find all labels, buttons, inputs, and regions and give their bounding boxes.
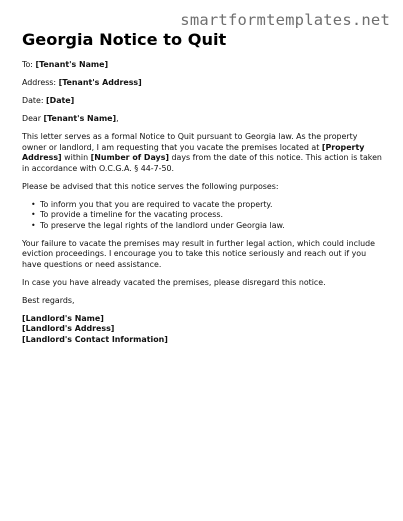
list-item: • To inform you that you are required to vacate the property. [31, 200, 384, 211]
signature-block [22, 314, 384, 346]
purposes-intro: Please be advised that this notice serves the following purposes: [22, 181, 279, 191]
salutation-prefix: Dear [22, 114, 42, 124]
number-of-days-placeholder: [Number of Days] [90, 153, 169, 163]
property-address-placeholder: [Property Address] [22, 142, 365, 163]
salutation-suffix: , [116, 114, 119, 124]
date-label: Date: [22, 96, 44, 106]
letter-body [22, 30, 384, 345]
landlord-contact-placeholder: [Landlord's Contact Information] [22, 334, 168, 344]
intro-paragraph [22, 132, 384, 174]
salutation [22, 114, 384, 125]
tenant-address-placeholder: [Tenant's Address] [58, 78, 142, 88]
disregard-paragraph: In case you have already vacated the premises, please disregard this notice. [22, 277, 326, 287]
to-line [22, 60, 384, 71]
address-label: Address: [22, 78, 57, 88]
date-line [22, 96, 384, 107]
address-line [22, 78, 384, 89]
list-item: • To provide a timeline for the vacating process. [31, 210, 384, 221]
list-item: • To preserve the legal rights of the landlord under Georgia law. [31, 221, 384, 232]
salutation-name: [Tenant's Name] [43, 114, 117, 124]
purposes-list [22, 200, 384, 232]
date-placeholder: [Date] [46, 96, 75, 106]
landlord-address-placeholder: [Landlord's Address] [22, 324, 115, 334]
intro-part-3: days from the date of this notice. This action is taken in accordance with O.C.G.A. § 44-7-50. [22, 153, 382, 173]
tenant-name-placeholder: [Tenant's Name] [35, 60, 109, 70]
landlord-name-placeholder: [Landlord's Name] [22, 313, 104, 323]
watermark-text: smartformtemplates.net [180, 11, 390, 29]
consequences-paragraph: Your failure to vacate the premises may result in further legal action, which could include eviction proceedings. I encourage you to take this notice seriously and reach out if you have questions or need assistance. [22, 238, 376, 269]
closing: Best regards, [22, 295, 75, 305]
intro-part-1: This letter serves as a formal Notice to Quit pursuant to Georgia law. As the property owner or landlord, I am requesting that you vacate the premises located at [22, 132, 358, 152]
to-label: To: [22, 60, 33, 70]
intro-part-2: within [64, 153, 89, 163]
page-title: Georgia Notice to Quit [22, 30, 227, 49]
